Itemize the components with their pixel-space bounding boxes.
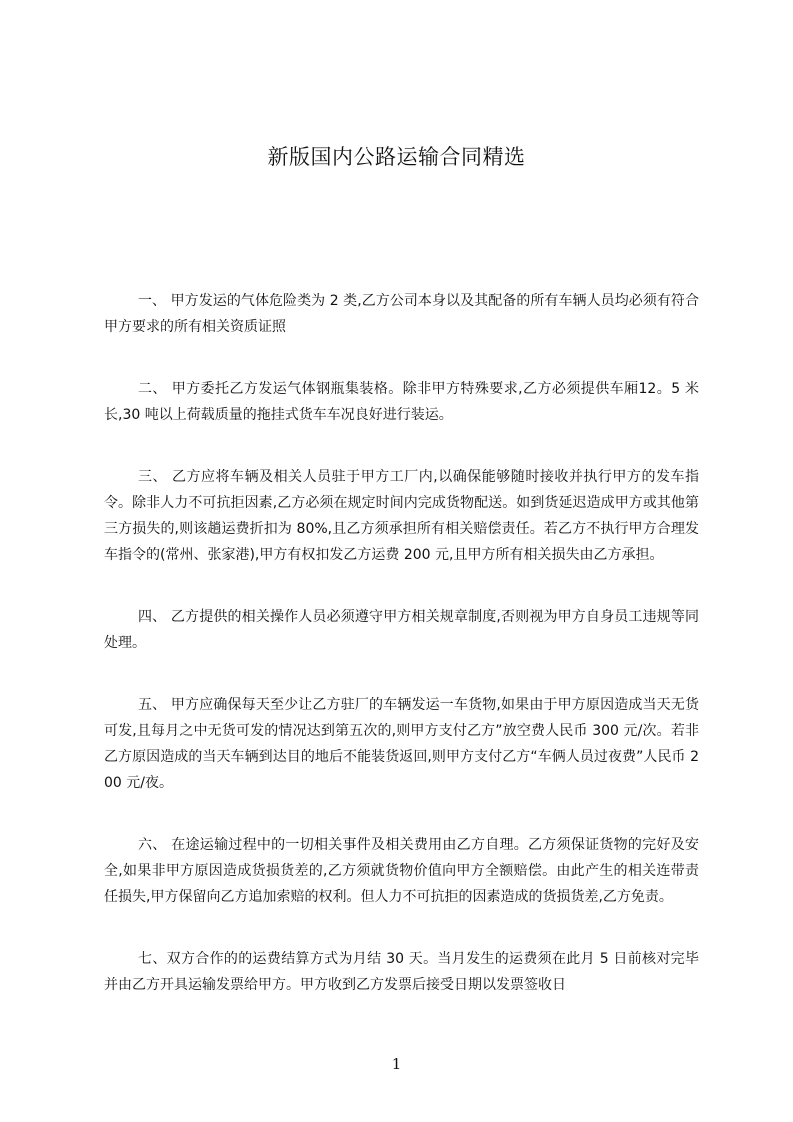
document-body [104,288,699,1034]
document-title: 新版国内公路运输合同精选 [267,145,526,169]
clause-5: 五、 甲方应确保每天至少让乙方驻厂的车辆发运一车货物,如果由于甲方原因造成当天无货可发,且每月之中无货可发的情况达到第五次的,则甲方支付乙方”放空费人民币 300 元/次。若非乙方原因造成的当天车辆到达目的地后不能装货返回,则甲方支付乙方“车俩人员过夜费”人民币 200 元/夜。 [104,697,699,791]
clause-2: 二、 甲方委托乙方发运气体钢瓶集装格。除非甲方特殊要求,乙方必须提供车厢12。5 米长,30 吨以上荷载质量的拖挂式货车车况良好进行装运。 [104,381,699,423]
clause-3: 三、 乙方应将车辆及相关人员驻于甲方工厂内,以确保能够随时接收并执行甲方的发车指令。除非人力不可抗拒因素,乙方必须在规定时间内完成货物配送。如到货延迟造成甲方或其他第三方损失的,则该趟运费折扣为 80%,且乙方须承担所有相关赔偿责任。若乙方不执行甲方合理发车指令的(常州、张家港),甲方有权扣发乙方运费 200 元,且甲方所有相关损失由乙方承担。 [104,469,699,563]
clause-4: 四、 乙方提供的相关操作人员必须遵守甲方相关规章制度,否则视为甲方自身员工违规等同处理。 [104,609,699,651]
clause-1: 一、 甲方发运的气体危险类为 2 类,乙方公司本身以及其配备的所有车辆人员均必须有符合甲方要求的所有相关资质证照 [104,293,699,335]
clause-7: 七、双方合作的的运费结算方式为月结 30 天。当月发生的运费须在此月 5 日前核对完毕并由乙方开具运输发票给甲方。甲方收到乙方发票后接受日期以发票签收日 [104,951,699,993]
page-number: 1 [391,1055,402,1073]
clause-6: 六、 在途运输过程中的一切相关事件及相关费用由乙方自理。乙方须保证货物的完好及安全,如果非甲方原因造成货损货差的,乙方须就货物价值向甲方全额赔偿。由此产生的相关连带责任损失,甲方保留向乙方追加索赔的权利。但人力不可抗拒的因素造成的货损货差,乙方免责。 [104,837,699,905]
